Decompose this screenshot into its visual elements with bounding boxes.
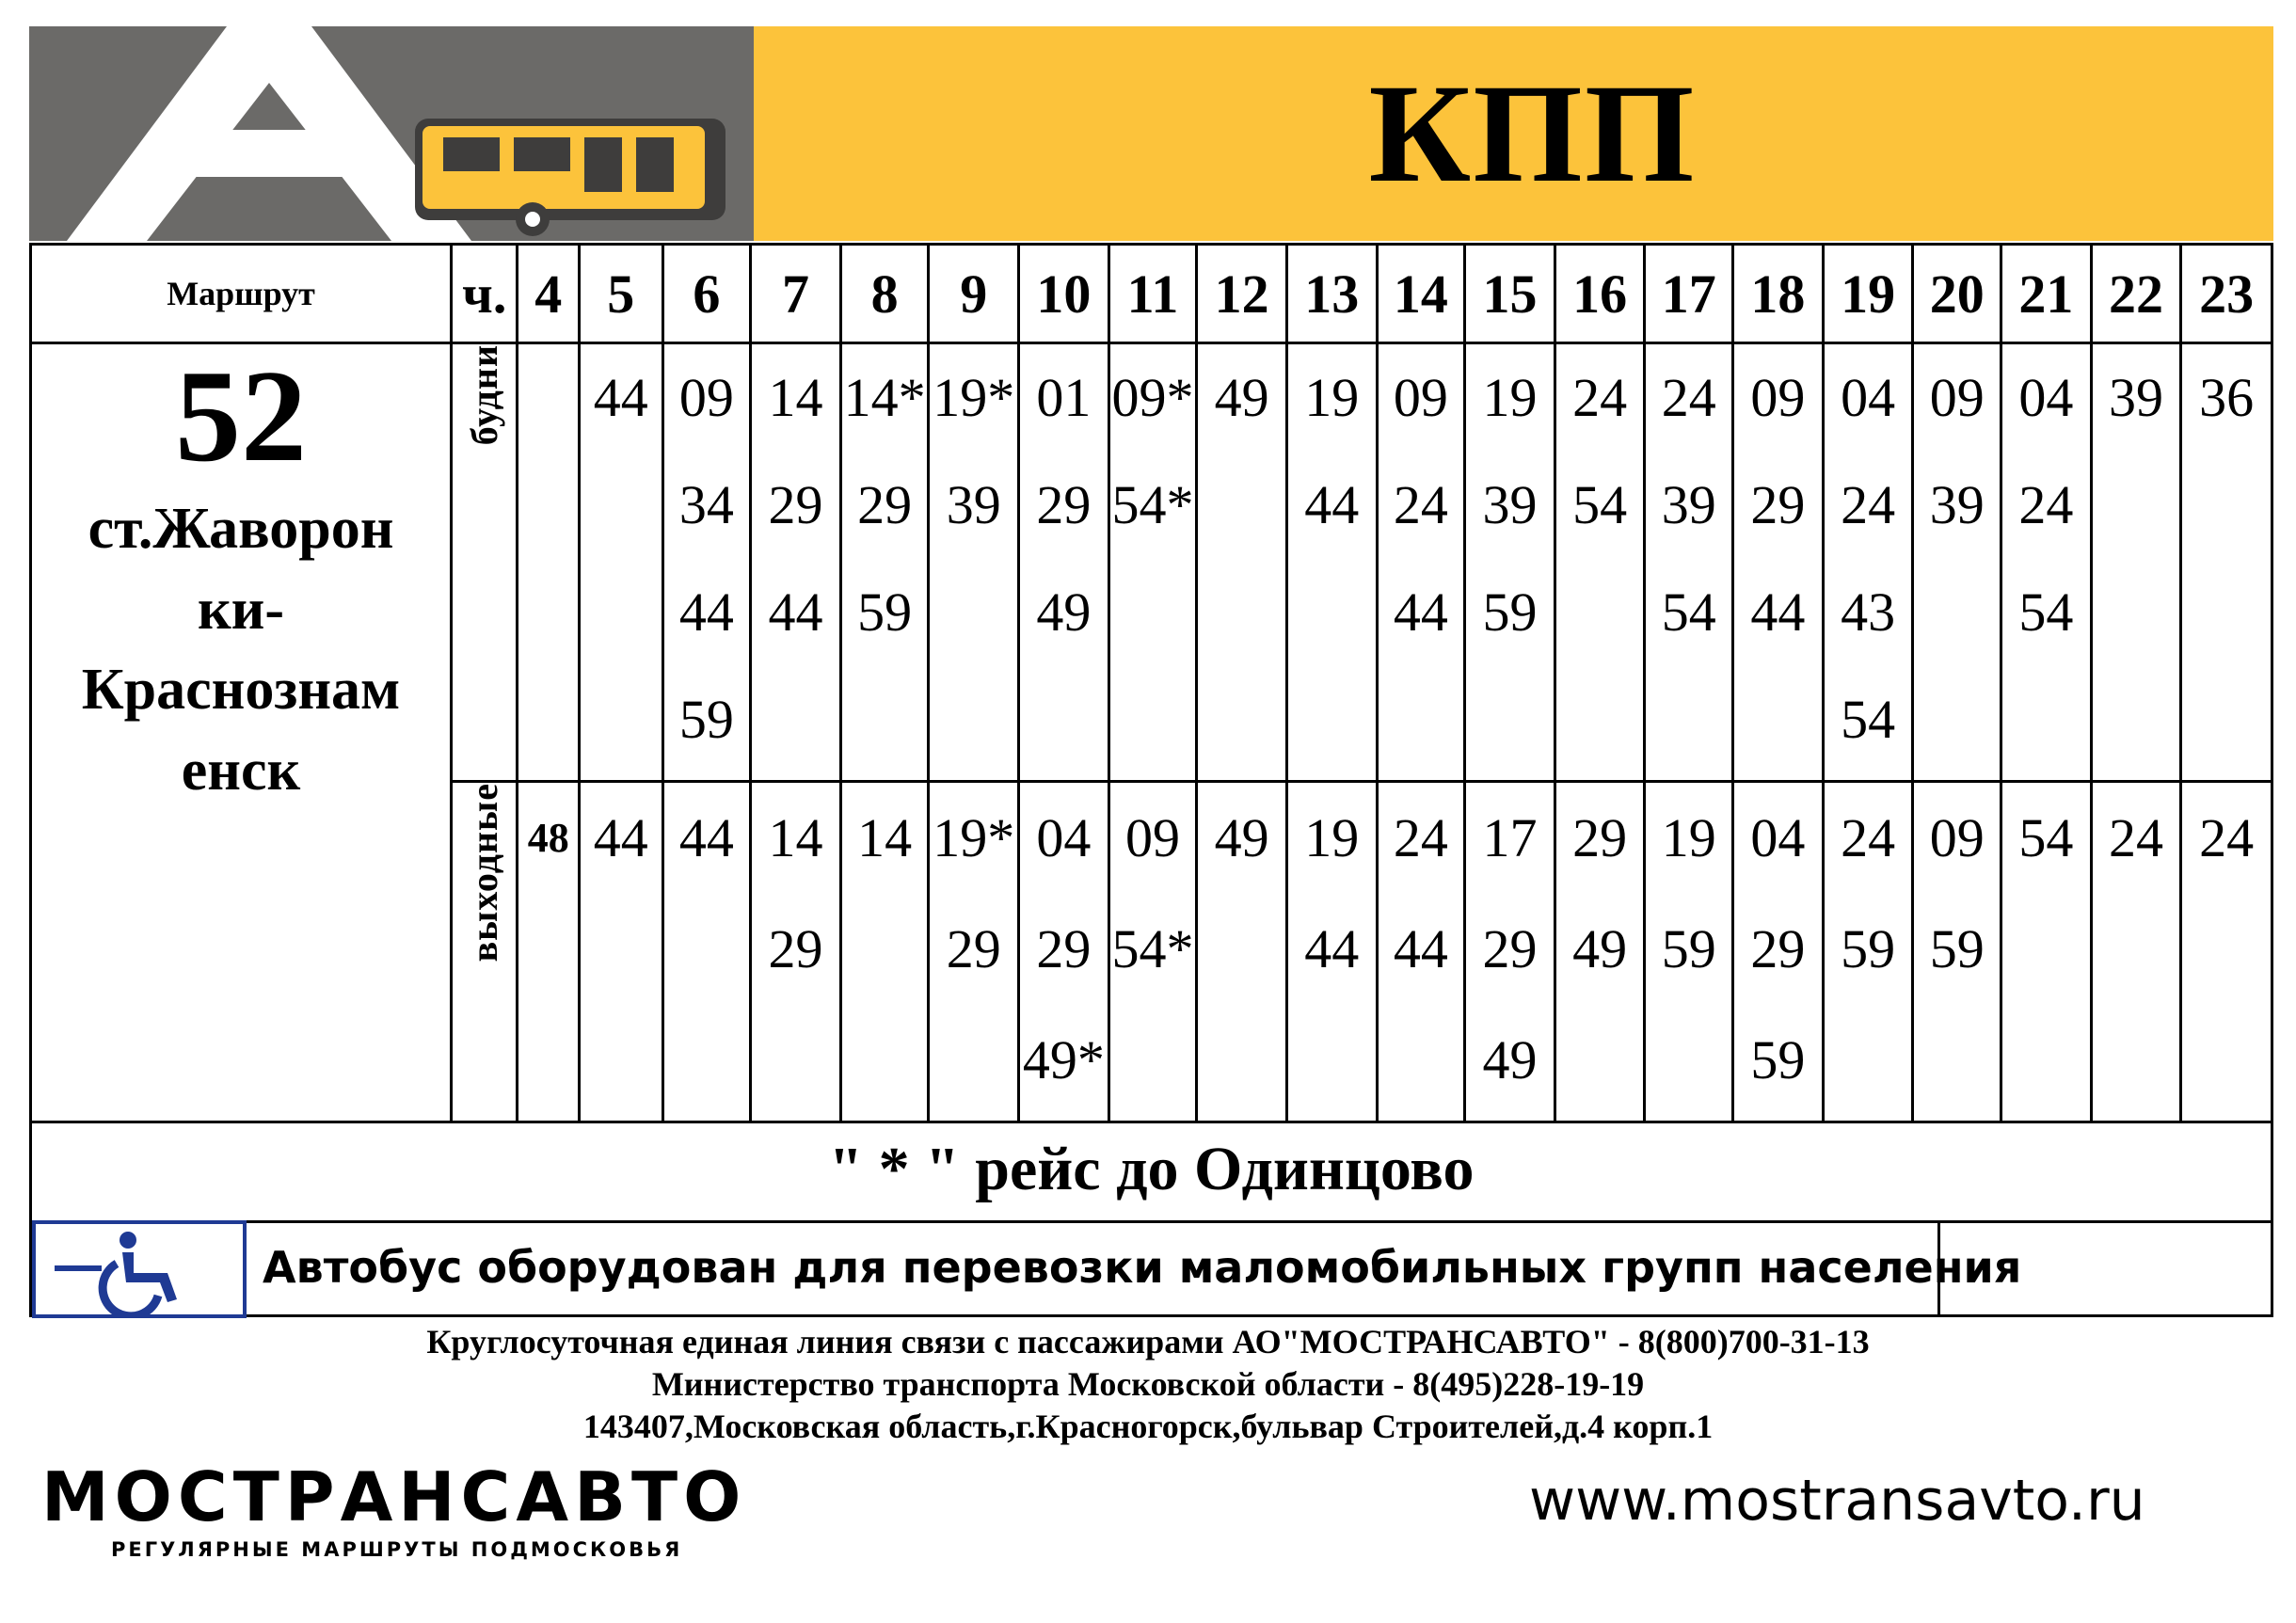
departure-time: 24 — [2108, 807, 2163, 868]
accessibility-bar — [29, 1220, 2273, 1317]
hour-5: 5 — [579, 245, 662, 343]
departure-time: 49 — [1214, 367, 1269, 428]
hour-23: 23 — [2181, 245, 2272, 343]
hour-21: 21 — [2001, 245, 2092, 343]
departure-time: 48 — [527, 815, 569, 861]
departure-time: 49 — [1214, 807, 1269, 868]
departure-time: 54 — [1841, 689, 1896, 750]
departure-time: 44 — [1304, 474, 1360, 535]
departure-time: 04 — [2018, 367, 2074, 428]
departure-time: 29 — [1572, 807, 1628, 868]
time-cell-hour-7 — [751, 782, 841, 1122]
time-cell-hour-5 — [579, 782, 662, 1122]
time-cell-hour-12 — [1197, 782, 1287, 1122]
departure-time: 36 — [2199, 367, 2255, 428]
departure-time: 01 — [1036, 367, 1092, 428]
time-cell-hour-20 — [1913, 343, 2001, 782]
departure-time: 29 — [768, 918, 823, 979]
time-cell-hour-14 — [1377, 782, 1465, 1122]
weekday-row — [31, 343, 2272, 782]
hour-14: 14 — [1377, 245, 1465, 343]
departure-time: 24 — [2199, 807, 2255, 868]
departure-time: 34 — [678, 474, 734, 535]
accessibility-text: Автобус оборудован для перевозки маломобильных групп населения — [263, 1220, 1940, 1314]
hour-6: 6 — [662, 245, 751, 343]
departure-time: 19 — [1482, 367, 1538, 428]
contact-line: Круглосуточная единая линия связи с пассажирами АО"МОСТРАНСАВТО" - 8(800)700-31-13 — [426, 1323, 1870, 1360]
time-cell-hour-10 — [1019, 343, 1109, 782]
time-cell-hour-11 — [1108, 343, 1197, 782]
departure-time: 54 — [1572, 474, 1628, 535]
departure-time: 54 — [2018, 807, 2074, 868]
hour-header: ч. — [452, 245, 518, 343]
departure-time: 04 — [1750, 807, 1806, 868]
departure-time: 09 — [678, 367, 734, 428]
website-link[interactable]: www.mostransavto.ru — [1529, 1468, 2145, 1534]
departure-time: 44 — [768, 581, 823, 643]
departure-time: 49 — [1036, 581, 1092, 643]
time-cell-hour-23 — [2181, 782, 2272, 1122]
time-cell-hour-22 — [2091, 343, 2181, 782]
departure-time: 19* — [933, 807, 1015, 868]
departure-time: 59 — [1929, 918, 1985, 979]
schedule-table — [29, 243, 2273, 1123]
departure-time: 44 — [1393, 918, 1448, 979]
departure-time: 09 — [1124, 807, 1180, 868]
time-cell-hour-22 — [2091, 782, 2181, 1122]
departure-time: 29 — [1750, 474, 1806, 535]
time-cell-hour-6 — [662, 343, 751, 782]
departure-time: 44 — [1393, 581, 1448, 643]
time-cell-hour-19 — [1823, 782, 1913, 1122]
time-cell-hour-15 — [1465, 343, 1555, 782]
time-cell-hour-17 — [1645, 782, 1733, 1122]
departure-time: 59 — [1841, 918, 1896, 979]
departure-time: 29 — [1482, 918, 1538, 979]
weekend-label: выходные — [463, 783, 506, 963]
hour-20: 20 — [1913, 245, 2001, 343]
time-cell-hour-23 — [2181, 343, 2272, 782]
hour-11: 11 — [1108, 245, 1197, 343]
hour-8: 8 — [840, 245, 929, 343]
route-name-line: ст.Жаворон — [88, 497, 394, 561]
departure-time: 54* — [1111, 918, 1194, 979]
time-cell-hour-13 — [1286, 343, 1377, 782]
footnote: " * " рейс до Одинцово — [29, 1119, 2273, 1223]
time-cell-hour-13 — [1286, 782, 1377, 1122]
departure-time: 24 — [1393, 807, 1448, 868]
hour-17: 17 — [1645, 245, 1733, 343]
hour-19: 19 — [1823, 245, 1913, 343]
route-name — [32, 489, 450, 811]
time-cell-hour-10 — [1019, 782, 1109, 1122]
contact-line: 143407,Московская область,г.Красногорск,бульвар Строителей,д.4 корп.1 — [582, 1408, 1714, 1445]
departure-time: 14 — [768, 367, 823, 428]
departure-time: 39 — [1661, 474, 1716, 535]
time-cell-hour-15 — [1465, 782, 1555, 1122]
hour-10: 10 — [1019, 245, 1109, 343]
time-cell-hour-21 — [2001, 782, 2092, 1122]
departure-time: 09 — [1929, 807, 1985, 868]
time-cell-hour-17 — [1645, 343, 1733, 782]
time-cell-hour-4 — [518, 782, 579, 1122]
departure-time: 09* — [1111, 367, 1194, 428]
departure-time: 09 — [1750, 367, 1806, 428]
departure-time: 24 — [1841, 807, 1896, 868]
time-cell-hour-20 — [1913, 782, 2001, 1122]
departure-time: 14 — [857, 807, 913, 868]
departure-time: 44 — [593, 807, 648, 868]
time-cell-hour-5 — [579, 343, 662, 782]
time-cell-hour-11 — [1108, 782, 1197, 1122]
departure-time: 39 — [1929, 474, 1985, 535]
departure-time: 49 — [1572, 918, 1628, 979]
departure-time: 59 — [1661, 918, 1716, 979]
time-cell-hour-18 — [1733, 343, 1824, 782]
departure-time: 19* — [933, 367, 1015, 428]
logo — [29, 26, 754, 241]
departure-time: 04 — [1036, 807, 1092, 868]
title-banner — [754, 26, 2273, 241]
route-info — [31, 343, 452, 1122]
departure-time: 04 — [1841, 367, 1896, 428]
hour-22: 22 — [2091, 245, 2181, 343]
departure-time: 14* — [843, 367, 926, 428]
departure-time: 59 — [1750, 1029, 1806, 1090]
departure-time: 09 — [1393, 367, 1448, 428]
wheelchair-icon — [36, 1224, 243, 1314]
departure-time: 19 — [1304, 807, 1360, 868]
hour-13: 13 — [1286, 245, 1377, 343]
route-name-line: енск — [181, 738, 301, 803]
brand-subtitle: РЕГУЛЯРНЫЕ МАРШРУТЫ ПОДМОСКОВЬЯ — [111, 1538, 683, 1561]
departure-time: 54 — [2018, 581, 2074, 643]
departure-time: 24 — [2018, 474, 2074, 535]
header-row — [31, 245, 2272, 343]
page-title: КПП — [1368, 56, 1697, 212]
bus-logo-icon — [29, 26, 754, 241]
departure-time: 49* — [1022, 1029, 1105, 1090]
route-number: 52 — [175, 343, 307, 489]
departure-time: 19 — [1661, 807, 1716, 868]
time-cell-hour-9 — [929, 782, 1019, 1122]
hour-15: 15 — [1465, 245, 1555, 343]
departure-time: 19 — [1304, 367, 1360, 428]
hour-16: 16 — [1555, 245, 1645, 343]
brand-name: МОСТРАНСАВТО — [41, 1457, 747, 1536]
departure-time: 44 — [678, 807, 734, 868]
time-cell-hour-18 — [1733, 782, 1824, 1122]
time-cell-hour-16 — [1555, 782, 1645, 1122]
route-name-line: ки- — [197, 577, 285, 642]
weekday-label-cell — [452, 343, 518, 782]
route-header: Маршрут — [31, 245, 452, 343]
time-cell-hour-14 — [1377, 343, 1465, 782]
contacts — [0, 1321, 2296, 1448]
brand-logo — [41, 1457, 747, 1561]
hour-4: 4 — [518, 245, 579, 343]
weekday-label: будни — [463, 344, 506, 446]
wheelchair-icon-box — [32, 1220, 247, 1318]
time-cell-hour-6 — [662, 782, 751, 1122]
departure-time: 44 — [678, 581, 734, 643]
departure-time: 54* — [1111, 474, 1194, 535]
hour-9: 9 — [929, 245, 1019, 343]
departure-time: 59 — [678, 689, 734, 750]
departure-time: 29 — [1750, 918, 1806, 979]
departure-time: 39 — [1482, 474, 1538, 535]
time-cell-hour-12 — [1197, 343, 1287, 782]
departure-time: 43 — [1841, 581, 1896, 643]
time-cell-hour-19 — [1823, 343, 1913, 782]
departure-time: 49 — [1482, 1029, 1538, 1090]
departure-time: 59 — [857, 581, 913, 643]
departure-time: 24 — [1661, 367, 1716, 428]
departure-time: 24 — [1572, 367, 1628, 428]
departure-time: 24 — [1393, 474, 1448, 535]
header — [29, 26, 2273, 241]
contact-line: Министерство транспорта Московской области - 8(495)228-19-19 — [651, 1365, 1645, 1403]
departure-time: 44 — [1304, 918, 1360, 979]
departure-time: 09 — [1929, 367, 1985, 428]
hour-12: 12 — [1197, 245, 1287, 343]
hour-18: 18 — [1733, 245, 1824, 343]
route-name-line: Краснознам — [81, 658, 401, 723]
departure-time: 44 — [1750, 581, 1806, 643]
time-cell-hour-21 — [2001, 343, 2092, 782]
weekend-label-cell — [452, 782, 518, 1122]
departure-time: 39 — [2108, 367, 2163, 428]
time-cell-hour-16 — [1555, 343, 1645, 782]
departure-time: 29 — [1036, 918, 1092, 979]
departure-time: 17 — [1482, 807, 1538, 868]
departure-time: 44 — [593, 367, 648, 428]
time-cell-hour-8 — [840, 782, 929, 1122]
time-cell-hour-9 — [929, 343, 1019, 782]
hour-7: 7 — [751, 245, 841, 343]
departure-time: 24 — [1841, 474, 1896, 535]
departure-time: 29 — [1036, 474, 1092, 535]
departure-time: 29 — [946, 918, 1001, 979]
departure-time: 59 — [1482, 581, 1538, 643]
departure-time: 29 — [857, 474, 913, 535]
departure-time: 39 — [946, 474, 1001, 535]
time-cell-hour-8 — [840, 343, 929, 782]
departure-time: 14 — [768, 807, 823, 868]
time-cell-hour-7 — [751, 343, 841, 782]
departure-time: 54 — [1661, 581, 1716, 643]
time-cell-hour-4 — [518, 343, 579, 782]
departure-time: 29 — [768, 474, 823, 535]
